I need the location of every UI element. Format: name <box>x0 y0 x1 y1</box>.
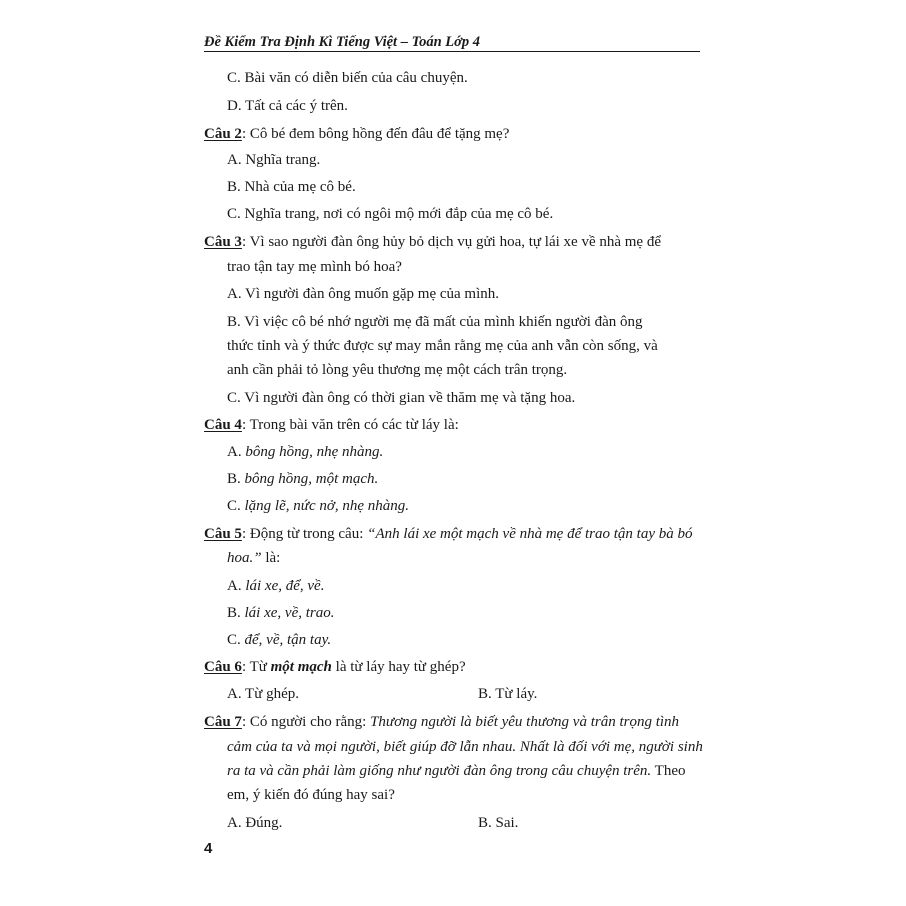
quoted-sentence: “Anh lái xe một mạch về nhà mẹ để trao tận tay bà bó <box>367 526 693 542</box>
header-divider <box>204 51 700 52</box>
option-text: lái xe, về, trao. <box>244 605 335 621</box>
page-number: 4 <box>204 840 213 857</box>
q4-option-a <box>227 442 383 462</box>
q6-option-a: A. Từ ghép. <box>227 686 300 702</box>
q7-option-b: B. Sai. <box>478 815 519 831</box>
question-text-tail: Theo <box>651 763 686 779</box>
question-number: Câu 6 <box>204 659 242 675</box>
q5-option-a <box>227 576 324 596</box>
q7-option-a: A. Đúng. <box>227 815 283 831</box>
question-6 <box>204 657 466 677</box>
q1-option-c: C. Bài văn có diễn biến của câu chuyện. <box>227 70 468 86</box>
quoted-opinion: ra ta và cần phải làm giống như người đàn ông trong câu chuyện trên. <box>227 763 652 779</box>
option-text: bông hồng, một mạch. <box>244 471 379 487</box>
highlighted-phrase: một mạch <box>270 659 332 675</box>
quoted-opinion: Thương người là biết yêu thương và trân trọng tình <box>370 714 680 730</box>
q3-option-a: A. Vì người đàn ông muốn gặp mẹ của mình. <box>227 286 499 302</box>
question-number: Câu 3 <box>204 234 242 250</box>
option-text: bông hồng, nhẹ nhàng. <box>245 444 384 460</box>
option-label: B. <box>227 471 245 487</box>
question-text: : Động từ trong câu: <box>241 526 368 542</box>
option-label: A. <box>227 578 246 594</box>
question-text-tail: là: <box>261 550 281 566</box>
option-text: lái xe, để, về. <box>245 578 325 594</box>
q4-option-c <box>227 496 409 516</box>
option-label: B. <box>227 605 245 621</box>
question-3 <box>204 232 661 252</box>
question-7-continued: em, ý kiến đó đúng hay sai? <box>227 787 395 803</box>
question-2 <box>204 124 509 144</box>
q2-option-c: C. Nghĩa trang, nơi có ngôi mộ mới đắp của mẹ cô bé. <box>227 206 554 222</box>
quoted-opinion: cảm của ta và mọi người, biết giúp đỡ lẫn nhau. Nhất là đối với mẹ, người sinh <box>227 739 703 755</box>
question-7-continued <box>227 737 703 757</box>
q6-option-b: B. Từ láy. <box>478 686 538 702</box>
question-number: Câu 5 <box>204 526 242 542</box>
question-7-continued <box>227 761 686 781</box>
question-7 <box>204 712 679 732</box>
quoted-sentence-end: hoa.” <box>227 550 262 566</box>
option-text: lặng lẽ, nức nở, nhẹ nhàng. <box>244 498 410 514</box>
question-text: : Từ <box>241 659 271 675</box>
question-number: Câu 7 <box>204 714 242 730</box>
question-3-continued: trao tận tay mẹ mình bó hoa? <box>227 259 402 275</box>
question-number: Câu 4 <box>204 417 242 433</box>
option-text: để, về, tận tay. <box>244 632 332 648</box>
q4-option-b <box>227 469 378 489</box>
question-text: : Cô bé đem bông hồng đến đâu để tặng mẹ? <box>241 126 510 142</box>
q3-option-c: C. Vì người đàn ông có thời gian về thăm mẹ và tặng hoa. <box>227 390 576 406</box>
option-label: C. <box>227 498 245 514</box>
q2-option-a: A. Nghĩa trang. <box>227 152 321 168</box>
question-number: Câu 2 <box>204 126 242 142</box>
question-text-tail: là từ láy hay từ ghép? <box>331 659 466 675</box>
question-5-continued <box>227 548 280 568</box>
q3-option-b-continued: thức tỉnh và ý thức được sự may mắn rằng mẹ của anh vẫn còn sống, và <box>227 338 658 354</box>
q1-option-d: D. Tất cả các ý trên. <box>227 98 348 114</box>
question-text: : Có người cho rằng: <box>241 714 371 730</box>
q2-option-b: B. Nhà của mẹ cô bé. <box>227 179 356 195</box>
q3-option-b-continued: anh cần phải tỏ lòng yêu thương mẹ một cách trân trọng. <box>227 362 568 378</box>
question-text: : Vì sao người đàn ông hủy bỏ dịch vụ gửi hoa, tự lái xe về nhà mẹ để <box>241 234 661 250</box>
option-label: A. <box>227 444 246 460</box>
q3-option-b: B. Vì việc cô bé nhớ người mẹ đã mất của mình khiến người đàn ông <box>227 314 643 330</box>
question-4 <box>204 415 459 435</box>
option-label: C. <box>227 632 245 648</box>
q5-option-b <box>227 603 335 623</box>
question-5 <box>204 524 693 544</box>
question-text: : Trong bài văn trên có các từ láy là: <box>241 417 459 433</box>
header-title: Đề Kiểm Tra Định Kì Tiếng Việt – Toán Lớp 4 <box>204 34 481 50</box>
q5-option-c <box>227 630 331 650</box>
